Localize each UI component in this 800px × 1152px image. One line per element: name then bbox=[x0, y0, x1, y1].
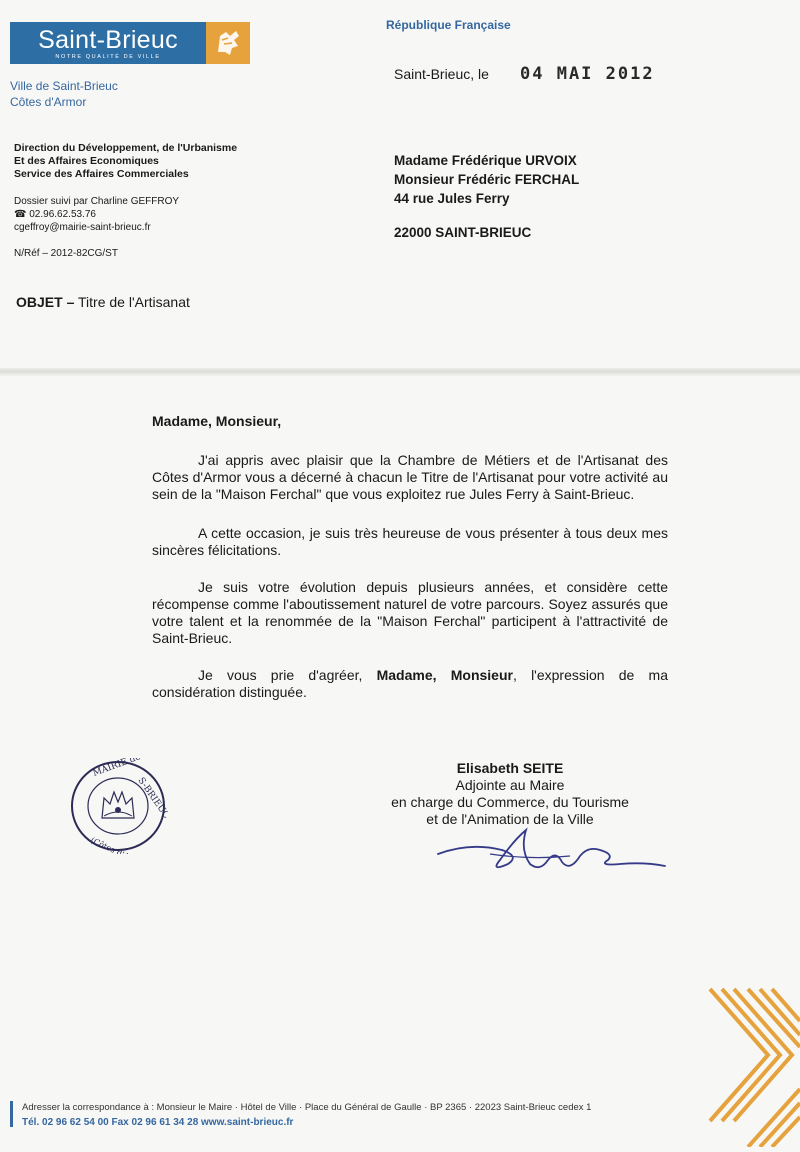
reference-number: N/Réf – 2012-82CG/ST bbox=[14, 248, 118, 259]
logo-tagline: NOTRE QUALITÉ DE VILLE bbox=[55, 53, 161, 60]
signer-name: Elisabeth SEITE bbox=[456, 760, 564, 776]
subject-line bbox=[16, 294, 190, 310]
signer-title: et de l'Animation de la Ville bbox=[426, 811, 594, 827]
recipient-line: Monsieur Frédéric FERCHAL bbox=[394, 172, 580, 187]
body-paragraph bbox=[152, 579, 668, 647]
svg-text:S-BRIEUC: S-BRIEUC bbox=[135, 775, 168, 821]
department-line: Direction du Développement, de l'Urbanisme bbox=[14, 142, 238, 154]
city-seal-stamp bbox=[68, 758, 168, 859]
handwritten-signature bbox=[430, 820, 670, 885]
contact-email[interactable]: cgeffroy@mairie-saint-brieuc.fr bbox=[14, 222, 151, 233]
svg-text:MAIRIE de: MAIRIE de bbox=[91, 758, 143, 779]
date-stamp: 04 MAI 2012 bbox=[520, 64, 655, 84]
signature-block bbox=[370, 760, 650, 828]
footer-contact: Tél. 02 96 62 54 00 Fax 02 96 61 34 28 www.saint-brieuc.fr bbox=[22, 1117, 294, 1128]
paper-fold bbox=[0, 368, 800, 376]
republic-header: République Française bbox=[386, 18, 511, 32]
closing-pre: Je vous prie d'agréer, bbox=[198, 667, 363, 683]
salutation: Madame, Monsieur, bbox=[152, 413, 282, 429]
recipient-city: 22000 SAINT-BRIEUC bbox=[394, 225, 532, 240]
closing-post: , l'expression de ma considération distinguée. bbox=[152, 667, 669, 700]
department-line: Côtes d'Armor bbox=[10, 95, 87, 109]
recipient-line: Madame Frédérique URVOIX bbox=[394, 153, 577, 168]
city-block bbox=[10, 78, 118, 110]
logo-name: Saint-Brieuc bbox=[38, 25, 178, 54]
sender-department bbox=[14, 142, 237, 181]
department-line: Et des Affaires Economiques bbox=[14, 155, 159, 167]
city-line: Ville de Saint-Brieuc bbox=[10, 79, 118, 93]
logo-wordmark bbox=[10, 22, 206, 64]
closing-paragraph bbox=[152, 667, 668, 701]
body-paragraph bbox=[152, 452, 668, 503]
paragraph-text: J'ai appris avec plaisir que la Chambre de Métiers et de l'Artisanat des Côtes d'Armor vous a décerné à chacun le Titre de l'Artisanat pour votre activité au sein de la "Maison Ferchal" que vous exploitez rue Jules Ferry à Saint-Brieuc. bbox=[152, 452, 668, 502]
lion-emblem-icon bbox=[206, 22, 250, 64]
department-line: Service des Affaires Commerciales bbox=[14, 168, 189, 180]
paragraph-text: Je suis votre évolution depuis plusieurs années, et considère cette récompense comme l'aboutissement naturel de votre parcours. Soyez assurés que votre talent et la renommée de la "Maison Ferchal" participent à l'attractivité de Saint-Brieuc. bbox=[152, 579, 668, 646]
footer-accent-bar bbox=[10, 1101, 13, 1127]
svg-text:(Côtes d'Armor): (Côtes d'Armor) bbox=[89, 835, 152, 854]
paragraph-text: A cette occasion, je suis très heureuse de vous présenter à tous deux mes sincères félicitations. bbox=[152, 525, 668, 558]
sender-contact bbox=[14, 195, 179, 234]
subject-text: Titre de l'Artisanat bbox=[78, 294, 190, 310]
recipient-street: 44 rue Jules Ferry bbox=[394, 191, 510, 206]
recipient-address bbox=[394, 151, 579, 208]
city-logo bbox=[10, 22, 250, 64]
contact-person: Dossier suivi par Charline GEFFROY bbox=[14, 196, 180, 207]
body-paragraph bbox=[152, 525, 668, 559]
footer-address: Adresser la correspondance à : Monsieur le Maire · Hôtel de Ville · Place du Général de Gaulle · BP 2365 · 22023 Saint-Brieuc cedex 1 bbox=[22, 1102, 592, 1113]
contact-phone: ☎ 02.96.62.53.76 bbox=[14, 209, 96, 220]
closing-bold: Madame, Monsieur bbox=[376, 667, 513, 683]
decorative-chevrons-icon bbox=[708, 985, 800, 1152]
signer-title: en charge du Commerce, du Tourisme bbox=[391, 794, 629, 810]
signer-title: Adjointe au Maire bbox=[455, 777, 565, 793]
date-place: Saint-Brieuc, le bbox=[394, 66, 489, 82]
subject-label: OBJET – bbox=[16, 294, 75, 310]
